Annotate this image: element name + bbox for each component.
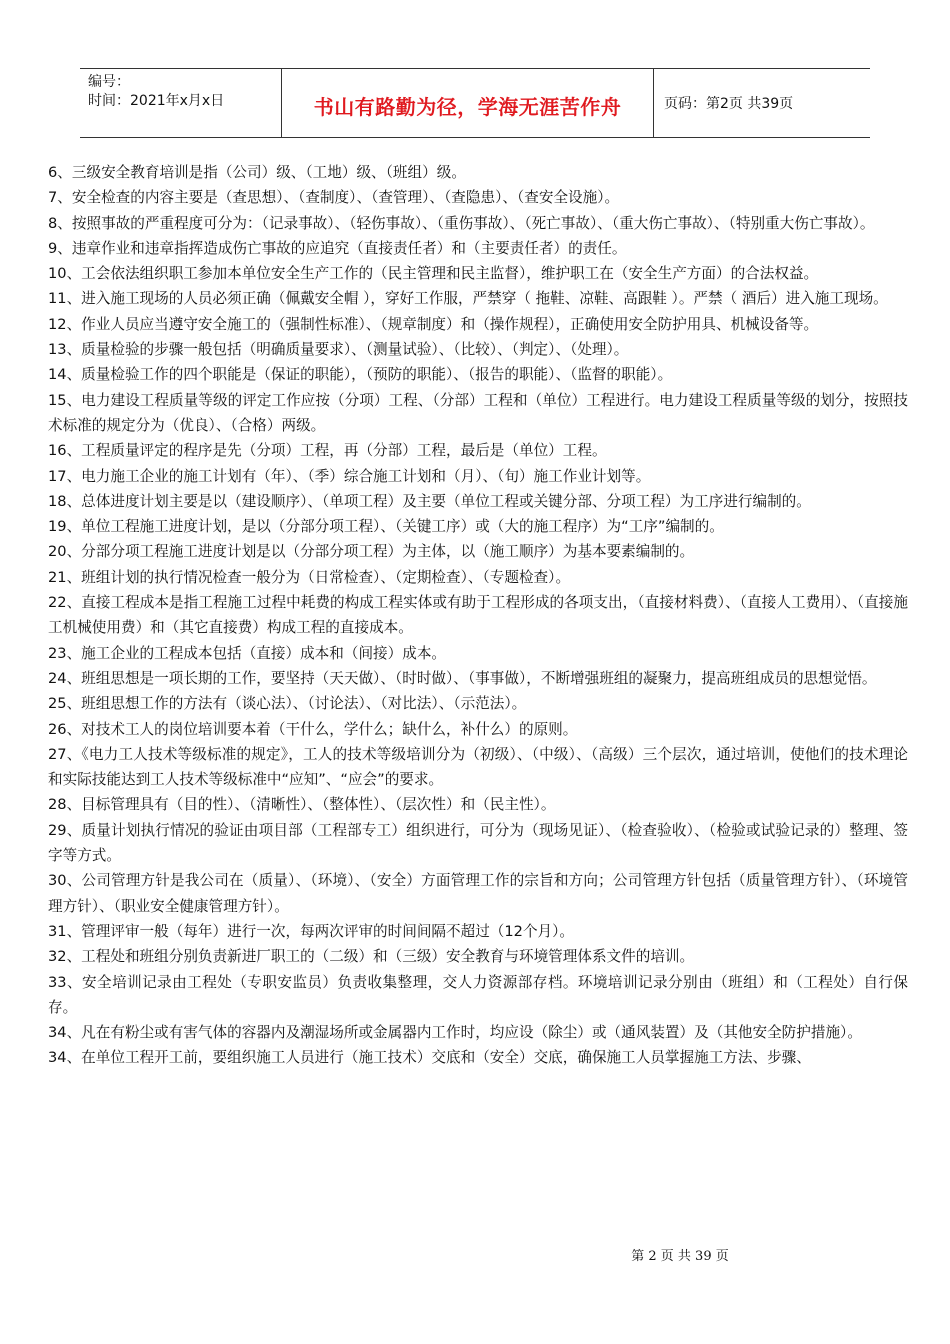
paragraph: 9、违章作业和违章指挥造成伤亡事故的应追究（直接责任者）和（主要责任者）的责任。: [48, 239, 627, 257]
paragraph: 28、目标管理具有（目的性）、（清晰性）、（整体性）、（层次性）和（民主性）。: [48, 796, 556, 814]
paragraph: 29、质量计划执行情况的验证由项目部（工程部专工）组织进行，可分为（现场见证）、（检查验收）、（检验或试验记录的）整理、签字等方式。: [48, 821, 908, 865]
document-body: [48, 160, 908, 1071]
paragraph: 34、在单位工程开工前，要组织施工人员进行（施工技术）交底和（安全）交底，确保施工人员掌握施工方法、步骤、: [48, 1049, 811, 1067]
paragraph: 7、安全检查的内容主要是（查思想）、（查制度）、（查管理）、（查隐患）、（查安全设施）。: [48, 189, 620, 207]
paragraph: 24、班组思想是一项长期的工作，要坚持（天天做）、（时时做）、（事事做），不断增强班组的凝聚力，提高班组成员的思想觉悟。: [48, 669, 877, 687]
paragraph: 34、凡在有粉尘或有害气体的容器内及潮湿场所或金属器内工作时，均应设（除尘）或（通风装置）及（其他安全防护措施）。: [48, 1024, 862, 1042]
header-motto: 书山有路勤为径，学海无涯苦作舟: [282, 69, 654, 137]
paragraph: 11、进入施工现场的人员必须正确（佩戴安全帽 ），穿好工作服，严禁穿（ 拖鞋、凉鞋、高跟鞋 ）。严禁（ 酒后）进入施工现场。: [48, 290, 888, 308]
header-page-number: 页码：第2页 共39页: [664, 96, 794, 112]
page-footer: [0, 1245, 950, 1264]
document-date: 时间：2021年x月x日: [88, 93, 225, 109]
paragraph: 8、按照事故的严重程度可分为：（记录事故）、（轻伤事故）、（重伤事故）、（死亡事故）、（重大伤亡事故）、（特别重大伤亡事故）。: [48, 214, 875, 232]
paragraph: 20、分部分项工程施工进度计划是以（分部分项工程）为主体，以（施工顺序）为基本要素编制的。: [48, 543, 695, 561]
paragraph: 17、电力施工企业的施工计划有（年）、（季）综合施工计划和（月）、（旬）施工作业计划等。: [48, 467, 651, 485]
paragraph: 21、班组计划的执行情况检查一般分为（日常检查）、（定期检查）、（专题检查）。: [48, 568, 571, 586]
paragraph: 18、总体进度计划主要是以（建设顺序）、（单项工程）及主要（单位工程或关键分部、分项工程）为工序进行编制的。: [48, 492, 811, 510]
paragraph: 12、作业人员应当遵守安全施工的（强制性标准）、（规章制度）和（操作规程），正确使用安全防护用具、机械设备等。: [48, 315, 819, 333]
paragraph: 23、施工企业的工程成本包括（直接）成本和（间接）成本。: [48, 644, 447, 662]
document-number-label: 编号：: [88, 74, 130, 90]
paragraph: 25、班组思想工作的方法有（谈心法）、（讨论法）、（对比法）、（示范法）。: [48, 695, 527, 713]
paragraph: 16、工程质量评定的程序是先（分项）工程，再（分部）工程，最后是（单位）工程。: [48, 442, 607, 460]
page-header: [80, 68, 870, 138]
paragraph: 15、电力建设工程质量等级的评定工作应按（分项）工程、（分部）工程和（单位）工程进行。电力建设工程质量等级的划分，按照技术标准的规定分为（优良）、（合格）两级。: [48, 391, 908, 434]
paragraph: 19、单位工程施工进度计划，是以（分部分项工程）、（关键工序）或（大的施工程序）为“工序”编制的。: [48, 518, 724, 536]
paragraph: 30、公司管理方针是我公司在（质量）、（环境）、（安全）方面管理工作的宗旨和方向；公司管理方针包括（质量管理方针）、（环境管理方针）、（职业安全健康管理方针）。: [48, 872, 908, 915]
paragraph: 13、质量检验的步骤一般包括（明确质量要求）、（测量试验）、（比较）、（判定）、（处理）。: [48, 341, 629, 359]
paragraph: 14、质量检验工作的四个职能是（保证的职能），（预防的职能）、（报告的职能）、（监督的职能）。: [48, 366, 673, 384]
paragraph: 6、三级安全教育培训是指（公司）级、（工地）级、（班组）级。: [48, 164, 466, 181]
footer-page-number: 第 2 页 共 39 页: [631, 1249, 729, 1264]
paragraph: 10、工会依法组织职工参加本单位安全生产工作的（民主管理和民主监督），维护职工在（安全生产方面）的合法权益。: [48, 265, 819, 283]
paragraph: 32、工程处和班组分别负责新进厂职工的（二级）和（三级）安全教育与环境管理体系文件的培训。: [48, 948, 695, 966]
paragraph: 22、直接工程成本是指工程施工过程中耗费的构成工程实体或有助于工程形成的各项支出，（直接材料费）、（直接人工费用）、（直接施工机械使用费）和（其它直接费）构成工程的直接成本。: [48, 594, 908, 637]
header-meta: [80, 69, 282, 137]
paragraph: 26、对技术工人的岗位培训要本着（干什么，学什么；缺什么，补什么）的原则。: [48, 720, 578, 738]
paragraph: 27、《电力工人技术等级标准的规定》，工人的技术等级培训分为（初级）、（中级）、（高级）三个层次，通过培训，使他们的技术理论和实际技能达到工人技术等级标准中“应知”、“应会”的要求。: [48, 745, 908, 789]
paragraph: 33、安全培训记录由工程处（专职安监员）负责收集整理，交人力资源部存档。环境培训记录分别由（班组）和（工程处）自行保存。: [48, 973, 908, 1016]
paragraph: 31、管理评审一般（每年）进行一次，每两次评审的时间间隔不超过（12个月）。: [48, 922, 575, 940]
